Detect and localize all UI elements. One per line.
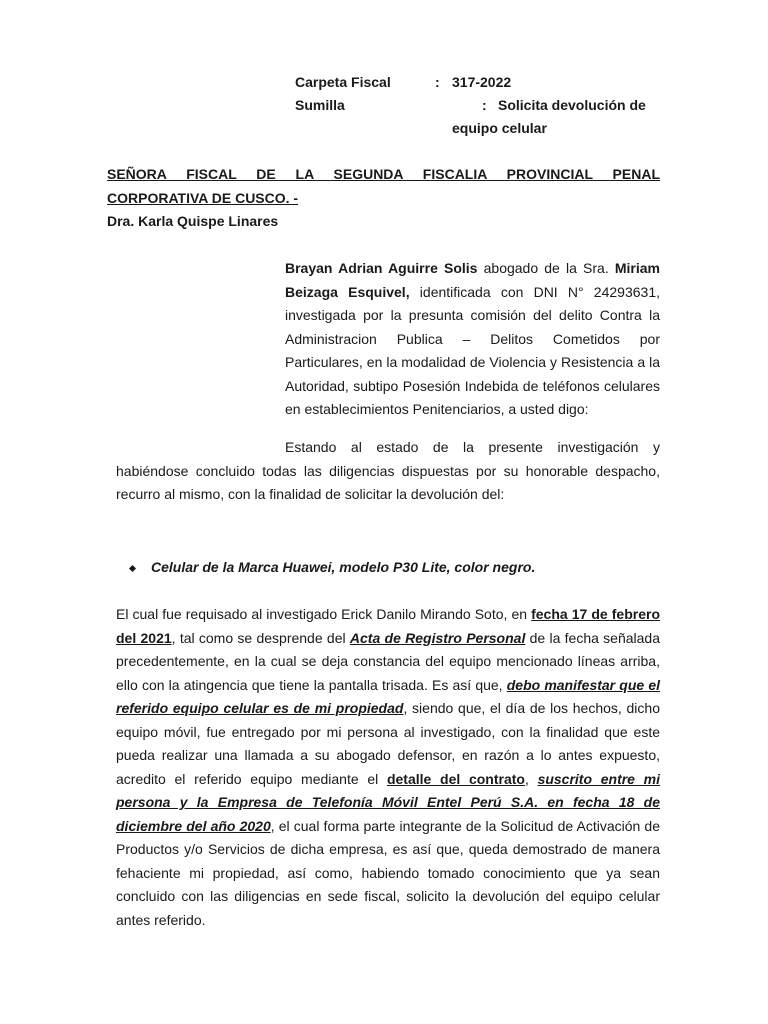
expl-text-6: , el cual forma parte integrante de la Solicitud de Activación de Productos y/o Servicios de dicha empresa, es así que, queda demostrado de manera fehaciente mi propiedad, así como, habiendo tomado conocimiento que ya sean concluido con las diligencias en sede fiscal, solicito la devolución del equipo celular antes referido. [116, 817, 660, 928]
addressee-block [107, 163, 660, 234]
carpeta-fiscal-label: Carpeta Fiscal [295, 74, 391, 90]
intro-text-1: abogado de la Sra. [477, 260, 615, 276]
addressee-line2-suffix: - [289, 189, 299, 206]
sumilla-value-line1: Solicita devolución de [498, 97, 646, 113]
lawyer-name: Brayan Adrian Aguirre Solis [285, 260, 478, 276]
client-name: Miriam Beizaga Esquivel, [285, 260, 660, 300]
bullet-text: Celular de la Marca Huawei, modelo P30 Lite, color negro. [151, 559, 536, 575]
expl-text-2: , tal como se desprende del [171, 629, 350, 646]
addressee-line1: SEÑORA FISCAL DE LA SEGUNDA FISCALIA PROVINCIAL PENAL [107, 166, 660, 182]
intro-text-2: identificada con DNI N° 24293631, investigada por la presunta comisión del delito Contra la Administracion Publica – Delitos Cometidos por Particulares, en la modalidad de Violencia y Resistencia a la Autoridad, subtipo Posesión Indebida de teléfonos celulares en establecimientos Penitenciarios, a usted digo: [285, 283, 660, 417]
seizure-date: fecha 17 de febrero del 2021 [116, 606, 661, 646]
expl-text-4: , siendo que, el día de los hechos, dicho equipo móvil, fue entregado por mi persona al investigado, con la finalidad que este pueda realizar una llamada a su abogado defensor, en razón a lo antes expuesto, acredito el referido equipo mediante el [116, 700, 660, 787]
bullet-item [130, 556, 535, 579]
expl-text-3: de la fecha señalada precedentemente, en la cual se deja constancia del equipo mencionado líneas arriba, ello con la atingencia que tiene la pantalla trisada. Es así que, [116, 629, 661, 693]
addressee-line2-wrap [107, 187, 660, 211]
carpeta-fiscal-colon: : [435, 74, 440, 90]
request-text: Estando al estado de la presente investigación y habiéndose concluido todas las diligencias dispuestas por su honorable despacho, recurro al mismo, con la finalidad de solicitar la devolución del: [116, 439, 660, 502]
expl-text-5: , [524, 770, 538, 787]
acta-registro: Acta de Registro Personal [349, 629, 526, 646]
carpeta-fiscal-value: 317-2022 [452, 74, 512, 90]
explanation-paragraph [116, 603, 660, 932]
addressee-line3: Dra. Karla Quispe Linares [107, 213, 279, 229]
sumilla-label: Sumilla [295, 97, 345, 113]
intro-paragraph [285, 257, 660, 422]
sumilla-value-line2: equipo celular [452, 120, 547, 136]
contract-detail: detalle del contrato [386, 770, 525, 787]
addressee-line2: CORPORATIVA DE CUSCO. [107, 189, 290, 206]
expl-text-1: El cual fue requisado al investigado Erick Danilo Mirando Soto, en [116, 606, 532, 622]
contract-statement: suscrito entre mi persona y la Empresa de Telefonía Móvil Entel Perú S.A. en fecha 18 de diciembre del año 2020 [116, 770, 661, 834]
bullet-icon [129, 565, 136, 572]
sumilla-colon: : [482, 97, 487, 113]
request-paragraph [116, 436, 660, 507]
ownership-statement: debo manifestar que el referido equipo celular es de mi propiedad [116, 676, 661, 716]
